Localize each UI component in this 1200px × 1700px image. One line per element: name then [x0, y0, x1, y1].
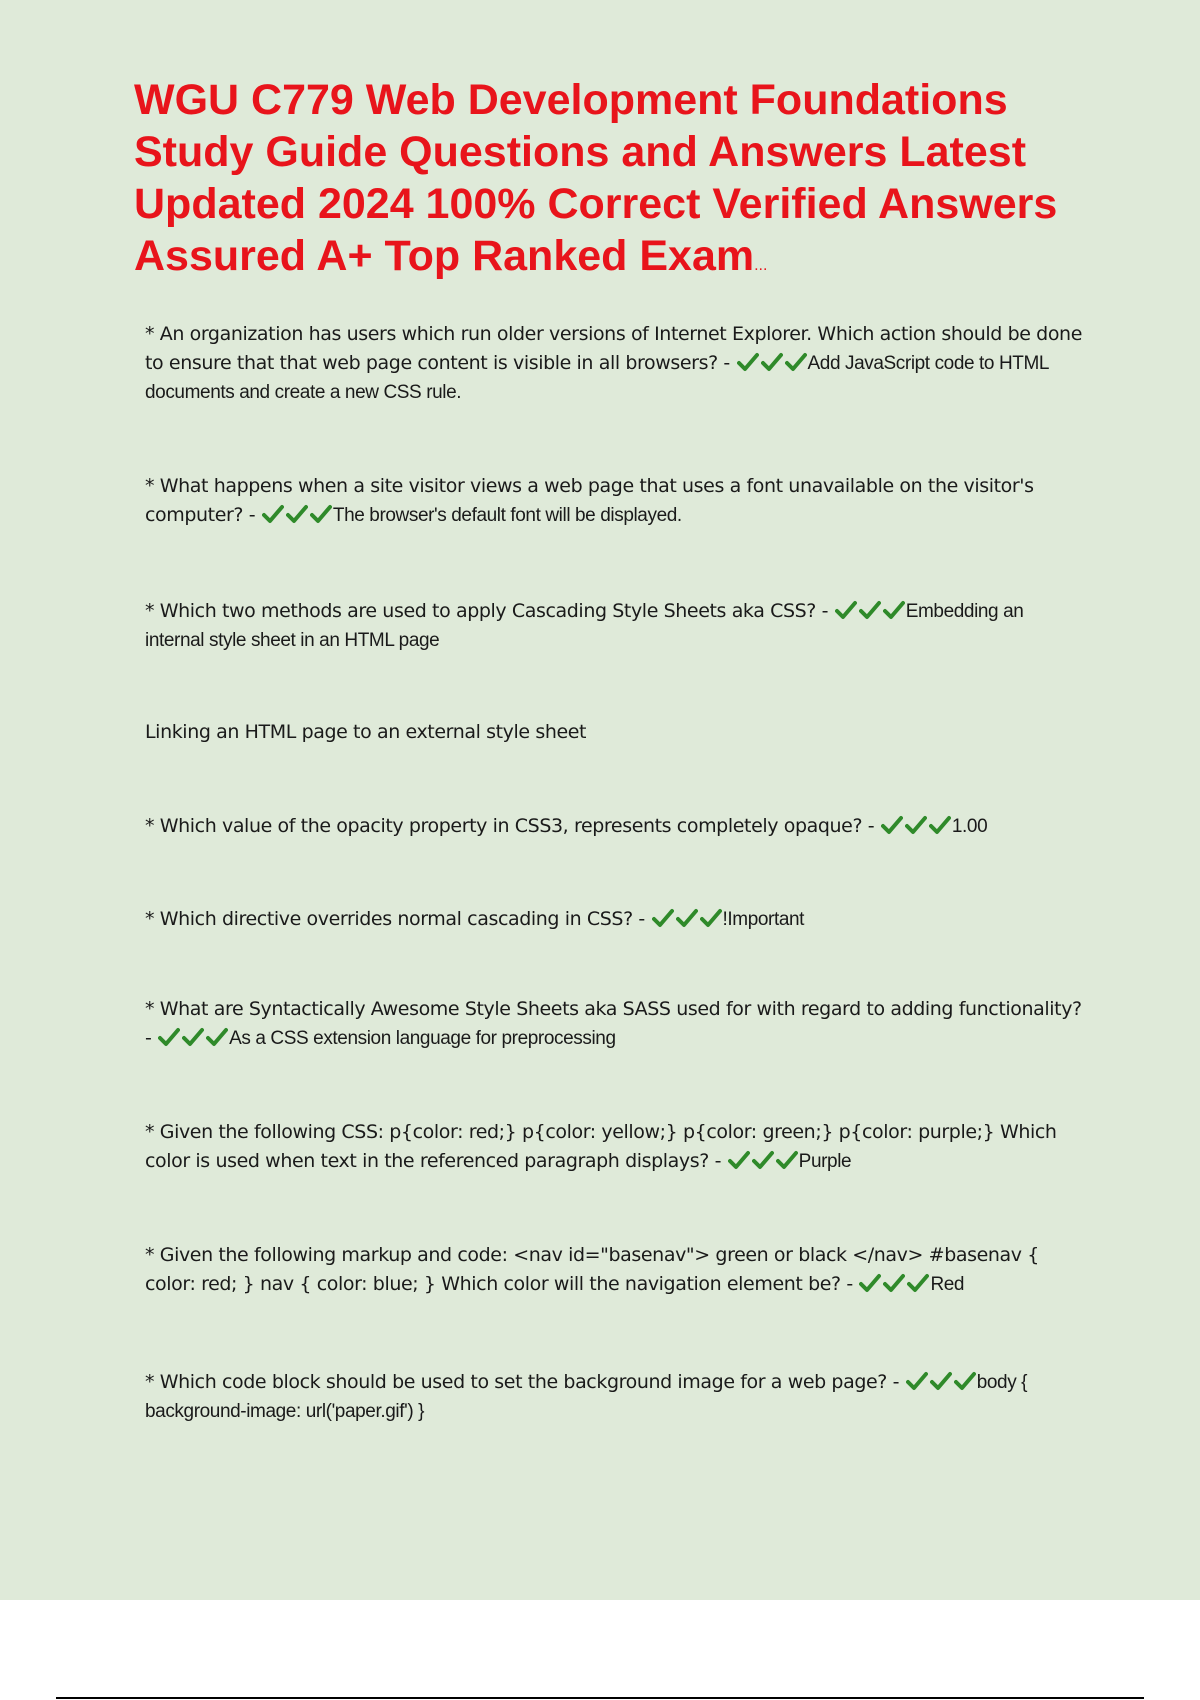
- title-ellipsis: ...: [754, 257, 768, 274]
- qa-item-6: [145, 995, 1085, 1053]
- qa-item-3: [145, 597, 1085, 655]
- answer-text: Add JavaScript code to HTML documents and create a new CSS rule.: [145, 353, 1049, 403]
- qa-item-5: [145, 905, 1085, 934]
- question-text: * Which directive overrides normal cascading in CSS? -: [145, 908, 645, 930]
- qa-item-9: [145, 1368, 1085, 1426]
- answer-text: Purple: [798, 1151, 852, 1172]
- qa-item-7: [145, 1118, 1085, 1176]
- check-icon: [858, 1273, 930, 1295]
- answer-text: Red: [930, 1274, 965, 1295]
- check-icon: [651, 908, 723, 930]
- answer-text: body { background-image: url('paper.gif') }: [145, 1372, 1028, 1422]
- question-text: * Which code block should be used to set the background image for a web page? -: [145, 1371, 900, 1393]
- question-text: * An organization has users which run older versions of Internet Explorer. Which action should be done to ensure that that web page content is visible in all browsers? -: [145, 323, 1082, 374]
- check-icon: [736, 352, 808, 374]
- answer-text: 1.00: [951, 816, 988, 837]
- question-text: * Given the following markup and code: <nav id="basenav"> green or black </nav> #basenav { color: red; } nav { color: blue; } Which color will the navigation element be? -: [145, 1244, 1039, 1295]
- page-separator: [56, 1697, 1144, 1699]
- answer-text: As a CSS extension language for preprocessing: [229, 1028, 616, 1049]
- qa-item-4: [145, 812, 1085, 841]
- check-icon: [727, 1150, 799, 1172]
- check-icon: [905, 1371, 977, 1393]
- question-text: * What are Syntactically Awesome Style Sheets aka SASS used for with regard to adding functionality? -: [145, 998, 1082, 1049]
- check-icon: [834, 600, 906, 622]
- qa-item-8: [145, 1241, 1085, 1299]
- check-icon: [880, 815, 952, 837]
- answer-text: The browser's default font will be displayed.: [332, 505, 682, 526]
- question-text: * Which value of the opacity property in CSS3, represents completely opaque? -: [145, 815, 875, 837]
- document-title: [134, 74, 1134, 292]
- answer-text: !Important: [722, 909, 805, 930]
- check-icon: [157, 1027, 229, 1049]
- check-icon: [261, 504, 333, 526]
- qa-item-1: [145, 320, 1085, 407]
- answer-extra-text: Linking an HTML page to an external style sheet: [145, 721, 587, 743]
- question-text: * Given the following CSS: p{color: red;} p{color: yellow;} p{color: green;} p{color: purple;} Which color is used when text in the referenced paragraph displays? -: [145, 1121, 1057, 1172]
- title-text: WGU C779 Web Development Foundations Study Guide Questions and Answers Latest Updated 2024 100% Correct Verified Answers Assured A+ Top Ranked Exam: [134, 76, 1058, 280]
- question-text: * Which two methods are used to apply Cascading Style Sheets aka CSS? -: [145, 600, 829, 622]
- qa-item-2: [145, 472, 1085, 530]
- answer-text: Embedding an internal style sheet in an HTML page: [145, 601, 1024, 651]
- qa-item-3-extra: [145, 718, 1085, 747]
- question-text: * What happens when a site visitor views a web page that uses a font unavailable on the visitor's computer? -: [145, 475, 1034, 526]
